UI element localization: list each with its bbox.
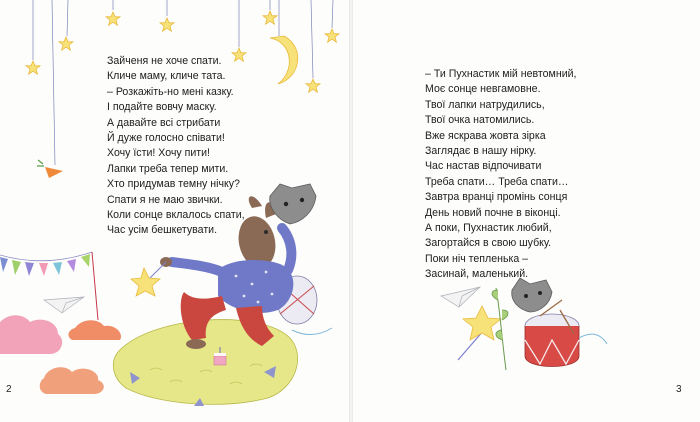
paper-plane-icon bbox=[441, 287, 480, 307]
page-number-right: 3 bbox=[676, 384, 682, 395]
verse-line: Й дуже голосно співати! bbox=[107, 132, 225, 145]
crescent-moon-icon bbox=[270, 0, 298, 84]
star-icon bbox=[325, 29, 339, 42]
verse-line: Засинай, маленький. bbox=[425, 268, 529, 281]
verse-line: Хочу їсти! Хочу пити! bbox=[107, 147, 210, 160]
verse-line: Час настав відпочивати bbox=[425, 160, 542, 173]
verse-line: – Розкажіть-но мені казку. bbox=[107, 85, 234, 98]
verse-line: Зайченя не хоче спати. bbox=[107, 55, 222, 67]
verse-line: Заглядає в нашу нірку. bbox=[425, 145, 537, 158]
verse-line: Лапки треба тепер мити. bbox=[107, 162, 229, 175]
star-icon bbox=[263, 11, 277, 24]
page-number-left: 2 bbox=[6, 384, 12, 395]
verse-line: Вже яскрава жовта зірка bbox=[425, 129, 546, 142]
verse-line: Моє сонце невгамовне. bbox=[425, 83, 541, 96]
leaves-icon bbox=[492, 288, 508, 370]
bunting-flags bbox=[0, 252, 98, 320]
verse-line: День новий почне в віконці. bbox=[425, 206, 561, 219]
star-icon bbox=[306, 79, 320, 92]
verse-line: Загортайся в свою шубку. bbox=[425, 237, 552, 250]
star-icon bbox=[160, 18, 174, 31]
verse-line: А поки, Пухнастик любий, bbox=[425, 222, 552, 235]
verse-line: Кличе маму, кличе тата. bbox=[107, 70, 226, 83]
star-icon bbox=[59, 37, 73, 50]
verse-line: Час усім бешкетувати. bbox=[107, 224, 218, 237]
left-page-verse bbox=[107, 54, 245, 239]
verse-line: Твої очка натомились. bbox=[425, 114, 535, 127]
verse-line: Поки ніч тепленька – bbox=[425, 252, 529, 265]
verse-line: А давайте всі стрибати bbox=[107, 116, 221, 129]
paper-plane-icon bbox=[44, 297, 84, 313]
wolf-mask-icon bbox=[512, 278, 552, 312]
verse-line: І подайте вовчу маску. bbox=[107, 101, 217, 114]
star-icon bbox=[26, 61, 40, 74]
carrot-icon bbox=[37, 0, 63, 178]
verse-line: Твої лапки натрудились, bbox=[425, 98, 545, 111]
verse-line: – Ти Пухнастик мій невтомний, bbox=[425, 68, 577, 80]
pink-cloud bbox=[0, 315, 121, 394]
star-wand-icon bbox=[131, 262, 166, 296]
right-page-verse bbox=[425, 67, 576, 283]
star-wand-icon bbox=[458, 306, 501, 360]
verse-line: Коли сонце вклалось спати, bbox=[107, 209, 245, 222]
verse-line: Спати я не маю звички. bbox=[107, 193, 223, 206]
star-icon bbox=[106, 12, 120, 25]
verse-line: Треба спати… Треба спати… bbox=[425, 175, 569, 188]
verse-line: Завтра вранці промінь сонця bbox=[425, 191, 568, 204]
verse-line: Хто придумав темну нічку? bbox=[107, 178, 240, 191]
